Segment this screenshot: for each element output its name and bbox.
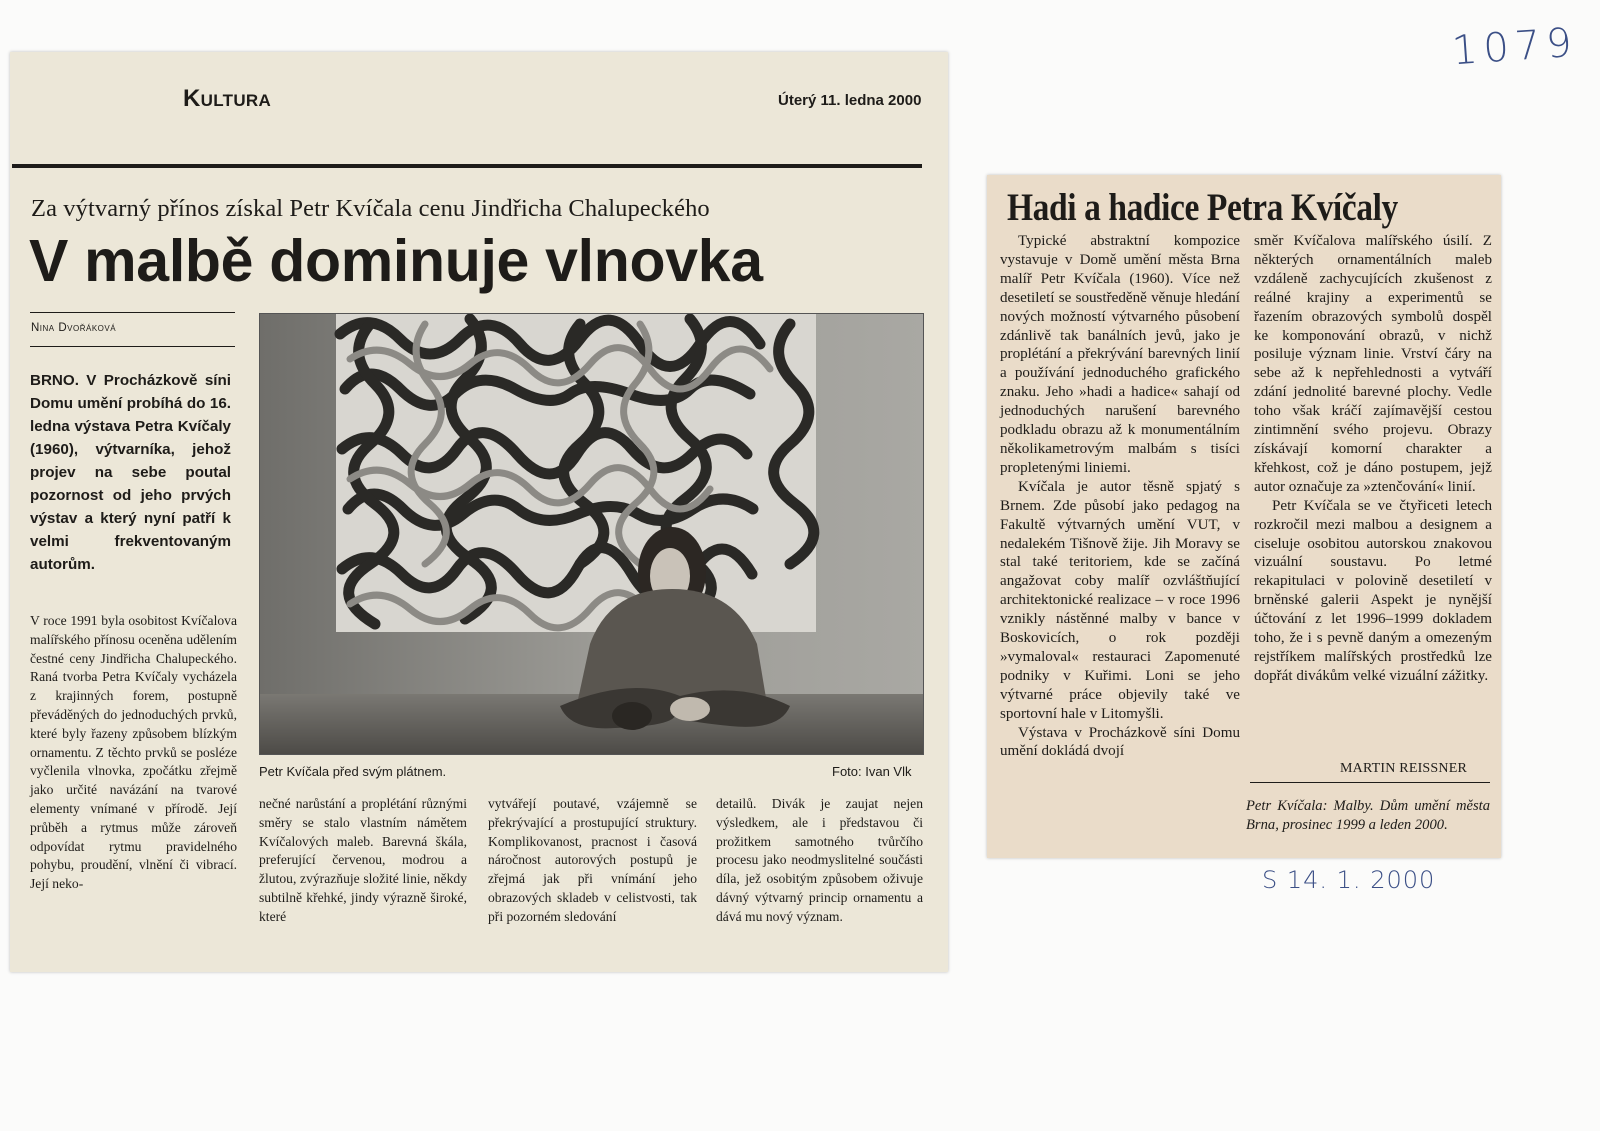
handwritten-date: S 14. 1. 2000: [1262, 866, 1436, 894]
body-column-3: vytvářejí poutavé, vzájemně se překrývající a prostupující struktury. Komplikovanost, pracnost i časová náročnost autorových postupů je zřejmá jak při vnímání jeho obrazových skladeb v celistvosti, tak při pozorném sledování: [488, 796, 697, 924]
author-rule: [1250, 782, 1490, 783]
article-b-paragraph: směr Kvíčalova malířského úsilí. Z některých ornamentálních maleb vzdáleně zachycujících zkušenost z reálné krajiny a experimentů se řazením obrazových symbolů dospěl ke komponování obrazů, v nichž posiluje význam linie. Vrství čáry na sebe až k nepřehlednosti a vytváří zdání jednolité barevné plochy. Vedle toho však kráčí zajímavější cestou zintimnění svého projevu. Obrazy získávají komorní charakter a křehkost, což je dáno postupem, jejž autor označuje za »ztenčování« linií.: [1254, 233, 1492, 495]
exhibition-note: Petr Kvíčala: Malby. Dům umění města Brna, prosinec 1999 a leden 2000.: [1246, 798, 1490, 833]
article-subtitle: Za výtvarný přínos získal Petr Kvíčala cenu Jindřicha Chalupeckého: [31, 195, 710, 222]
article-headline: V malbě dominuje vlnovka: [29, 228, 763, 294]
body-column-1: V roce 1991 byla osobitost Kvíčalova malířského přínosu oceněna udělením čestné ceny Jindřicha Chalupeckého. Raná tvorba Petra Kvíčaly vycházela z krajinných forem, postupně převáděných do jednoduchých prvků, které byly řazeny způsobem blízkým ornamentu. Z těchto prvků se posléze vyčlenila vlnovka, zpočátku zřejmě jako určité navázání na tvarové elementy vnímané v přírodě. Její průběh a rytmus může zároveň odpovídat rytmu pravidelného pohybu, proudění, vlnění či vibrací. Její neko-: [30, 613, 237, 892]
article-b-paragraph: Kvíčala je autor těsně spjatý s Brnem. Zde působí jako pedagog na Fakultě výtvarných umění VUT, v nedalekém Tišnově žije. Jih Moravy se stal také teritoriem, kde se začíná angažovat coby malíř ozvláštňující architektonické realizace – v roce 1996 vznikly nástěnné malby v bance v Boskovicích, o rok později »vymaloval« restauraci Zapomenuté podniky v Kuřimi. Loni se jeho výtvarné práce objevily také ve sportovní hale v Litomyšli.: [1000, 478, 1240, 722]
archive-number-handwritten: 1079: [1450, 19, 1580, 75]
bleed-through-heading: [40, 138, 46, 161]
byline: Nina Dvořáková: [31, 322, 117, 334]
header-rule: [12, 164, 922, 168]
byline-rule-bottom: [30, 346, 235, 347]
article-b-column-2: [1254, 232, 1492, 686]
section-label: Kultura: [183, 85, 272, 112]
body-column-4: detailů. Divák je zaujat nejen výsledkem, ale i představou či prožitkem samotného tvůrčího procesu jako neodmyslitelné součásti díla, jež osobitým způsobem oživuje dávný výtvarný princip ornamentu a dává mu nový význam.: [716, 796, 923, 924]
article-b-headline: Hadi a hadice Petra Kvíčaly: [1007, 186, 1398, 229]
article-b-author: MARTIN REISSNER: [1340, 761, 1468, 776]
article-b-paragraph: Petr Kvíčala se ve čtyřiceti letech rozkročil mezi malbou a designem a ciseluje osobitou autorskou znakovou vizuální soustavu. Po letmé rekapitulaci v polovině desetiletí v brněnské galerii Aspekt je nynější účtování z let 1996–1999 dokladem toho, že i s pevně daným a omezeným rejstříkem malířských prostředků lze dopřát divákům velké vizuální zážitky.: [1254, 497, 1492, 684]
photo-caption: Petr Kvíčala před svým plátnem.: [259, 764, 447, 779]
photo-credit: Foto: Ivan Vlk: [832, 764, 912, 779]
artist-photo-illustration: [260, 314, 923, 754]
article-b-column-1: [1000, 232, 1240, 761]
artist-photo: [259, 313, 924, 755]
body-column-2: nečné narůstání a proplétání různými směry se stalo vlastním námětem Kvíčalových maleb. Barevná škála, preferující červenou, modrou a žlutou, zvýrazňuje složité linie, někdy subtilně křehké, jindy výrazně široké, které: [259, 796, 467, 924]
byline-rule-top: [30, 312, 235, 313]
article-b-paragraph: Typické abstraktní kompozice vystavuje v Domě umění města Brna malíř Petr Kvíčala (1960). Více než desetiletí se soustředěně věnuje hledání nových možností výtvarného působení zdánlivě tak banálních jevů, jako je proplétání a překrývání barevných linií a používání jednoduchého grafického znaku. Jeho »hadi a hadice« sahají od jednoduchých narušení barevného podkladu obrazu až k monumentálním několikametrovým malbám s tisíci propletenými liniemi.: [1000, 233, 1240, 476]
article-b-paragraph: Výstava v Procházkově síni Domu umění dokládá dvojí: [1000, 724, 1240, 760]
article-lead: BRNO. V Procházkově síni Domu umění probíhá do 16. ledna výstava Petra Kvíčaly (1960), výtvarníka, jehož projev na sebe poutal pozornost od jeho prvých výstav a který nyní patří k velmi frekventovaným autorům.: [30, 372, 231, 573]
issue-date: Úterý 11. ledna 2000: [778, 92, 922, 109]
